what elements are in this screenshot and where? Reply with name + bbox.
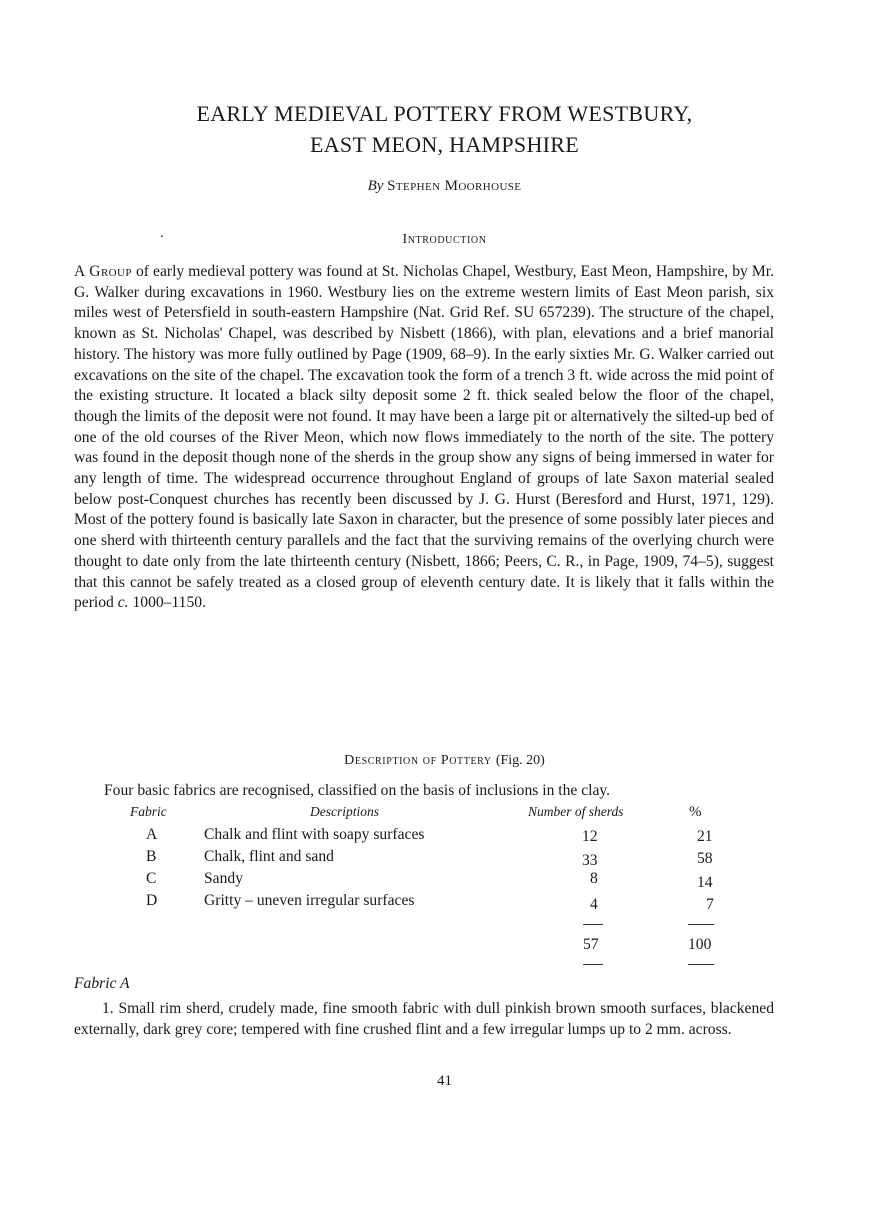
row-b-number: 33 <box>582 852 598 869</box>
total-rule-number <box>583 964 603 965</box>
row-c-fabric: C <box>146 870 157 887</box>
header-number: Number of sherds <box>528 804 624 819</box>
intro-circa: c. <box>117 594 129 612</box>
catalogue-item-1: 1. Small rim sherd, crudely made, fine smooth fabric with dull pinkish brown smooth surfaces, blackened externally, dark grey core; tempered with fine crushed flint and a few irregular lumps up to 2 mm. across. <box>74 1000 774 1038</box>
intro-lead-words: A Group <box>74 263 132 280</box>
row-c-percent: 14 <box>697 874 713 891</box>
introduction-heading: Introduction <box>402 232 487 247</box>
header-descriptions: Descriptions <box>310 804 379 819</box>
row-d-number: 4 <box>590 896 598 913</box>
description-heading-text: Description of Pottery <box>344 753 492 768</box>
header-percent: % <box>689 804 702 820</box>
intro-tail: 1000–1150. <box>128 594 206 612</box>
total-percent: 100 <box>688 936 712 953</box>
introduction-paragraph <box>74 262 774 614</box>
stray-mark: . <box>160 226 164 241</box>
intro-text: of early medieval pottery was found at St. Nicholas Chapel, Westbury, East Meon, Hampshire, by Mr. G. Walker during excavations in 1960. Westbury lies on the extreme western limits of East Meon parish, six miles west of Petersfield in south-eastern Hampshire (Nat. Grid Ref. SU 657239). The structure of the chapel, known as St. Nicholas' Chapel, was described by Nisbett (1866), with plan, elevations and a brief manorial history. The history was more fully outlined by Page (1909, 68–9). In the early sixties Mr. G. Walker carried out excavations on the site of the chapel. The excavation took the form of a trench 3 ft. wide across the mid point of the existing structure. It located a black silty deposit some 2 ft. thick sealed below the floor of the chapel, though the limits of the deposit were not found. It may have been a large pit or alternatively the silted-up bed of one of the old courses of the River Meon, which now flows immediately to the north of the site. The pottery was found in the deposit though none of the sherds in the group show any signs of being immersed in water for any length of time. The widespread occurrence throughout England of groups of late Saxon material sealed below post-Conquest churches has recently been discussed by J. G. Hurst (Beresford and Hurst, 1971, 129). Most of the pottery found is basically late Saxon in character, but the presence of some possibly later pieces and one sherd with thirteenth century parallels and the fact that the surviving remains of the overlying church were thought to date only from the late thirteenth century (Nisbett, 1866; Peers, C. R., in Page, 1909, 74–5), suggest that this cannot be safely treated as a closed group of eleventh century date. It is likely that it falls within the period <box>74 263 774 612</box>
byline <box>0 178 889 195</box>
row-b-percent: 58 <box>697 850 713 867</box>
title-line-2: EAST MEON, HAMPSHIRE <box>309 132 579 157</box>
row-c-description: Sandy <box>204 870 243 887</box>
article-title <box>60 98 829 160</box>
row-b-description: Chalk, flint and sand <box>204 848 334 865</box>
row-a-fabric: A <box>146 826 158 843</box>
row-d-percent: 7 <box>706 896 714 913</box>
total-number: 57 <box>583 936 599 953</box>
row-a-number: 12 <box>582 828 598 845</box>
title-line-1: EARLY MEDIEVAL POTTERY FROM WESTBURY, <box>196 101 693 126</box>
row-c-number: 8 <box>590 870 598 887</box>
total-rule-percent <box>688 964 714 965</box>
description-heading <box>0 753 889 769</box>
header-fabric: Fabric <box>130 804 167 819</box>
row-a-description: Chalk and flint with soapy surfaces <box>204 826 425 843</box>
page-number: 41 <box>437 1073 452 1089</box>
fabric-a-heading: Fabric A <box>74 975 130 992</box>
row-a-percent: 21 <box>697 828 713 845</box>
figure-reference: (Fig. 20) <box>495 753 545 768</box>
subtotal-rule-number <box>583 924 603 925</box>
author-name: Stephen Moorhouse <box>387 178 522 194</box>
byline-by: By <box>367 178 384 194</box>
row-d-fabric: D <box>146 892 158 909</box>
row-d-description: Gritty – uneven irregular surfaces <box>204 892 415 909</box>
table-lead-sentence: Four basic fabrics are recognised, classified on the basis of inclusions in the clay. <box>104 782 611 799</box>
row-b-fabric: B <box>146 848 157 865</box>
subtotal-rule-percent <box>688 924 714 925</box>
